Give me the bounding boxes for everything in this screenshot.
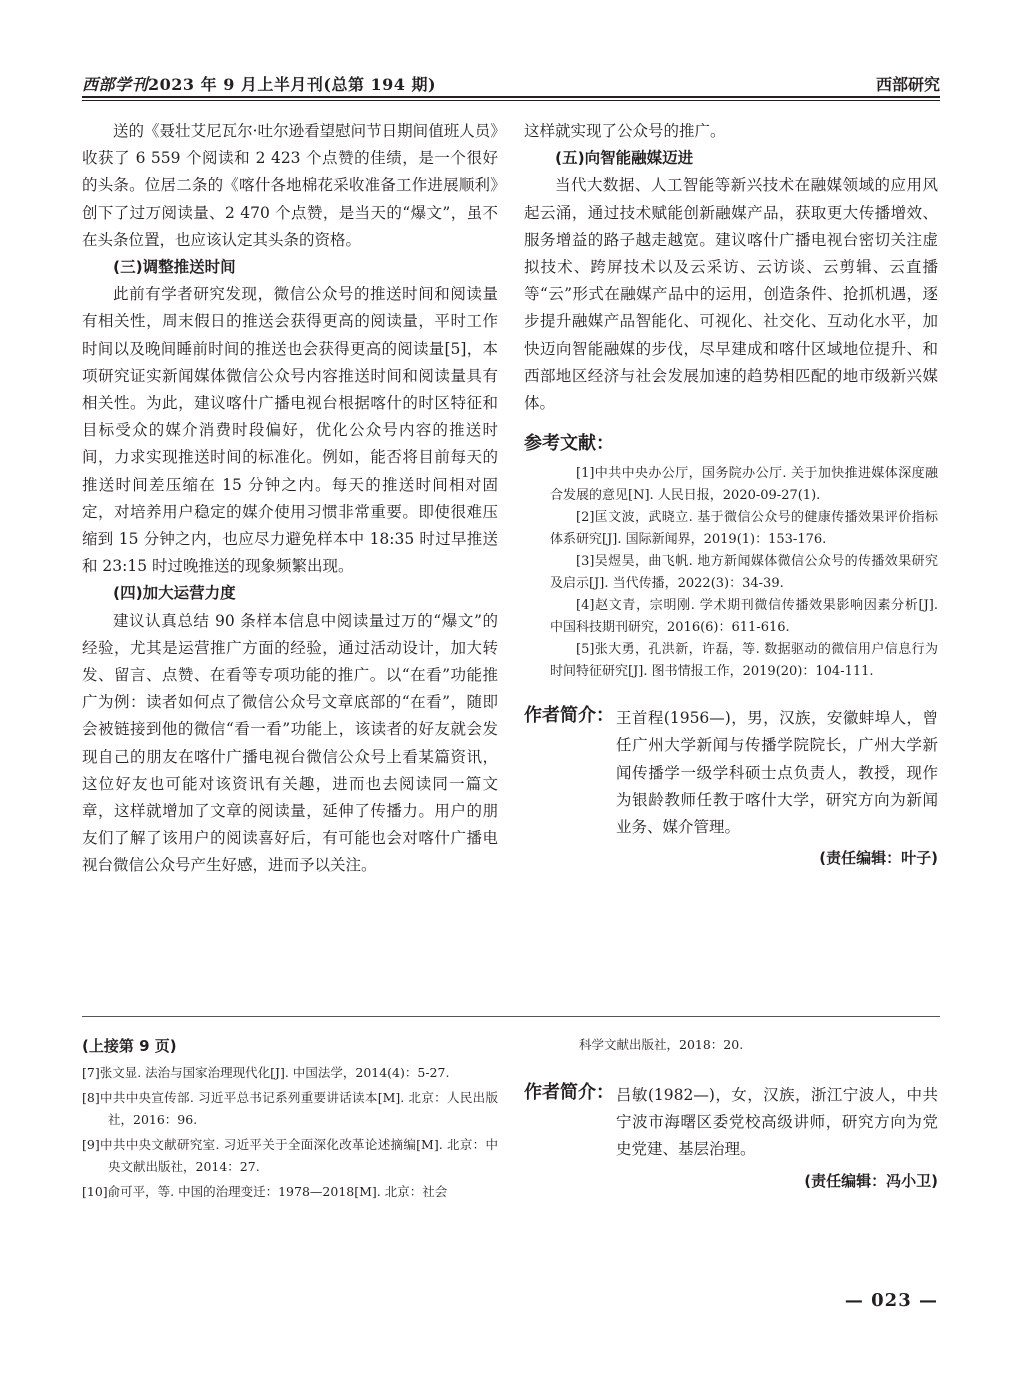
paragraph: 建议认真总结 90 条样本信息中阅读量过万的“爆文”的经验，尤其是运营推广方面的经验，通过活动设计，加大转发、留言、点赞、在看等专项功能的推广。以“在看”功能推广为例：读者如何点了微信公众号文章底部的“在看”，随即会被链接到他的微信“看一看”功能上，该读者的好友就会发现自己的朋友在喀什广播电视台微信公众号上看某篇资讯，这位好友也可能对该资讯有关趣，进而也去阅读同一篇文章，这样就增加了文章的阅读量，延伸了传播力。用户的朋友们了解了该用户的阅读喜好后，有可能也会对喀什广播电视台微信公众号产生好感，进而予以关注。 (82, 611, 498, 875)
page-number: — 023 — (844, 1290, 938, 1311)
continued-references (82, 1034, 498, 1206)
journal-logo: 西部学刊 (82, 75, 149, 94)
right-column (524, 118, 938, 871)
responsible-editor: (责任编辑：冯小卫) (804, 1171, 938, 1190)
author-bio (524, 705, 938, 841)
section-divider (82, 1016, 940, 1017)
reference-continuation: 科学文献出版社，2018：20. (579, 1037, 744, 1052)
header-rule-thin (82, 100, 940, 101)
reference-item: [9]中共中央文献研究室. 习近平关于全面深化改革论述摘编[M]. 北京：中央文献出版社，2014：27. (82, 1137, 498, 1174)
section-heading: (三)调整推送时间 (113, 258, 236, 277)
paragraph: 送的《聂壮艾尼瓦尔·吐尔逊看望慰问节日期间值班人员》收获了 6 559 个阅读和 2 423 个点赞的佳绩，是一个很好的头条。位居二条的《喀什各地棉花采收准备工作进展顺利》创下了过万阅读量、2 470 个点赞，是当天的“爆文”，虽不在头条位置，也应该认定其头条的资格。 (82, 122, 498, 249)
reference-item: [2]匡文波，武晓立. 基于微信公众号的健康传播效果评价指标体系研究[J]. 国际新闻界，2019(1)：153-176. (550, 510, 938, 548)
author-bio-label: 作者简介： (524, 1082, 614, 1103)
author-bio (524, 1082, 938, 1164)
section-heading: (五)向智能融媒迈进 (555, 149, 694, 168)
journal-title (82, 72, 436, 95)
paragraph: 当代大数据、人工智能等新兴技术在融媒领域的应用风起云涌，通过技术赋能创新融媒产品，获取更大传播增效、服务增益的路子越走越宽。建议喀什广播电视台密切关注虚拟技术、跨屏技术以及云采访、云访谈、云剪辑、云直播等“云”形式在融媒产品中的运用，创造条件、抢抓机遇，逐步提升融媒产品智能化、可视化、社交化、互动化水平，加快迈向智能融媒的步伐，尽早建成和喀什区域地位提升、和西部地区经济与社会发展加速的趋势相匹配的地市级新兴媒体。 (524, 176, 938, 413)
section-heading: (四)加大运营力度 (113, 584, 236, 603)
running-header (82, 70, 940, 102)
journal-issue: 2023 年 9 月上半月刊(总第 194 期) (148, 75, 437, 94)
section-name: 西部研究 (875, 75, 940, 94)
author-bio-text: 王首程(1956—)，男，汉族，安徽蚌埠人，曾任广州大学新闻与传播学院院长，广州大学新闻传播学一级学科硕士点负责人，教授，现作为银龄教师任教于喀什大学，研究方向为新闻业务、媒介管理。 (616, 709, 938, 837)
author-bio-text: 吕敏(1982—)，女，汉族，浙江宁波人，中共宁波市海曙区委党校高级讲师，研究方向为党史党建、基层治理。 (616, 1086, 938, 1159)
continued-from-label: (上接第 9 页) (82, 1037, 177, 1055)
header-rule (82, 96, 940, 98)
paragraph: 这样就实现了公众号的推广。 (524, 122, 726, 140)
reference-item: [5]张大勇，孔洪新，许磊，等. 数据驱动的微信用户信息行为时间特征研究[J]. 图书情报工作，2019(20)：104-111. (550, 642, 938, 680)
left-column (82, 118, 498, 880)
reference-item: [4]赵文青，宗明刚. 学术期刊微信传播效果影响因素分析[J]. 中国科技期刊研究，2016(6)：611-616. (550, 598, 938, 636)
references-title: 参考文献： (524, 433, 614, 455)
reference-item: [3]吴煜昊，曲飞帆. 地方新闻媒体微信公众号的传播效果研究及启示[J]. 当代传播，2022(3)：34-39. (550, 554, 938, 592)
responsible-editor: (责任编辑：叶子) (819, 849, 938, 868)
reference-item: [8]中共中央宣传部. 习近平总书记系列重要讲话读本[M]. 北京：人民出版社，2016：96. (82, 1090, 498, 1127)
paragraph: 此前有学者研究发现，微信公众号的推送时间和阅读量有相关性，周末假日的推送会获得更高的阅读量，平时工作时间以及晚间睡前时间的推送也会获得更高的阅读量[5]，本项研究证实新闻媒体微信公众号内容推送时间和阅读量具有相关性。为此，建议喀什广播电视台根据喀什的时区特征和目标受众的媒介消费时段偏好，优化公众号内容的推送时间，力求实现推送时间的标准化。例如，能否将目前每天的推送时间差压缩在 15 分钟之内。每天的推送时间相对固定，对培养用户稳定的媒介使用习惯非常重要。即使很难压缩到 15 分钟之内，也应尽力避免样本中 18:35 时过早推送和 23:15 时过晚推送的现象频繁出现。 (82, 285, 498, 576)
continued-author-block (524, 1034, 938, 1194)
reference-item: [7]张文显. 法治与国家治理现代化[J]. 中国法学，2014(4)：5-27. (82, 1065, 450, 1080)
reference-list (524, 463, 938, 683)
reference-item: [10]俞可平，等. 中国的治理变迁：1978—2018[M]. 北京：社会 (82, 1184, 448, 1199)
reference-item: [1]中共中央办公厅，国务院办公厅. 关于加快推进媒体深度融合发展的意见[N]. 人民日报，2020-09-27(1). (550, 466, 938, 504)
author-bio-label: 作者简介： (524, 705, 614, 727)
